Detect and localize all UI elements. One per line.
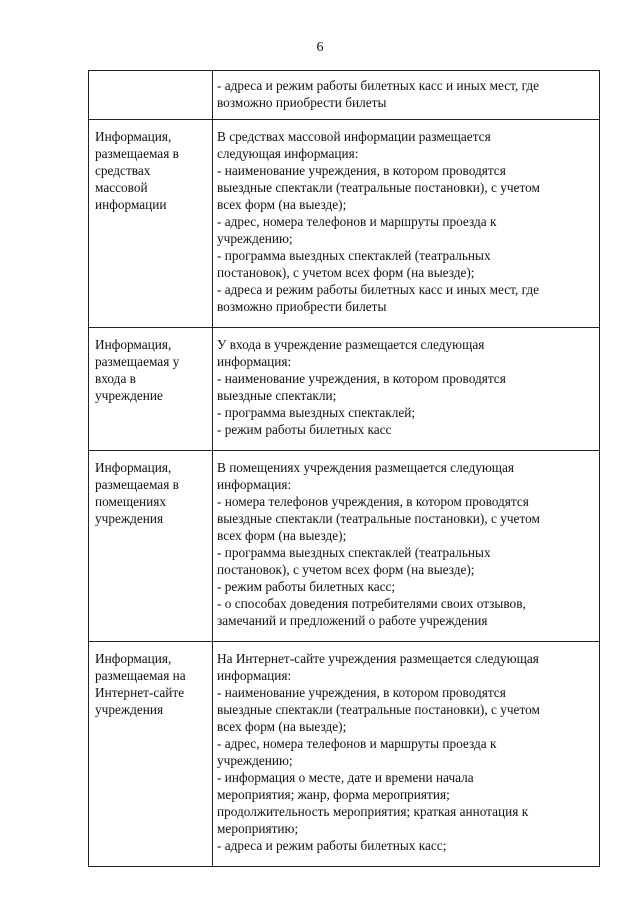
row-content-line: выездные спектакли; [217,388,337,403]
row-label-line: Интернет-сайте [95,685,185,700]
table-row [89,451,600,642]
row-content-line: - программа выездных спектаклей (театральных [217,248,491,263]
row-content-line: - адрес, номера телефонов и маршруты проезда к [217,214,497,229]
row-label-line: размещаемая на [95,668,186,683]
row-content-line: - адреса и режим работы билетных касс и иных мест, где [217,282,540,297]
row-content-line: постановок), с учетом всех форм (на выезде); [217,265,475,280]
row-label-line: массовой [95,180,148,195]
row-content-line: - наименование учреждения, в котором проводятся [217,685,506,700]
row-content-line: - адреса и режим работы билетных касс и иных мест, где [217,78,540,93]
row-content-cell [213,71,600,120]
row-content-line: мероприятия; жанр, форма мероприятия; [217,787,450,802]
row-content-line: На Интернет-сайте учреждения размещается следующая [217,651,539,666]
row-content-line: мероприятию; [217,821,299,836]
row-content-line: - режим работы билетных касс [217,422,392,437]
row-content-cell [213,120,600,328]
row-label-line: Информация, [95,460,172,475]
row-content-line: всех форм (на выезде); [217,197,347,212]
row-label-line: размещаемая в [95,146,179,161]
row-label-line: входа в [95,371,136,386]
row-content-line: - наименование учреждения, в котором проводятся [217,371,506,386]
page-number: 6 [316,40,324,55]
row-label-line: Информация, [95,337,172,352]
table-row [89,328,600,451]
row-content-line: выездные спектакли (театральные постановки), с учетом [217,511,540,526]
row-content-line: информация: [217,668,292,683]
row-content-line: - программа выездных спектаклей (театральных [217,545,491,560]
row-content-line: выездные спектакли (театральные постановки), с учетом [217,180,540,195]
row-content-line: учреждению; [217,753,293,768]
row-content-line: возможно приобрести билеты [217,95,387,110]
row-label-line: помещениях [95,494,166,509]
row-content-line: У входа в учреждение размещается следующая [217,337,485,352]
row-content-line: продолжительность мероприятия; краткая аннотация к [217,804,529,819]
row-content-line: постановок), с учетом всех форм (на выезде); [217,562,475,577]
row-label-line: размещаемая у [95,354,180,369]
table-row [89,71,600,120]
row-label-cell [89,642,213,867]
row-label-line: средствах [95,163,151,178]
row-label-line: информации [95,197,167,212]
row-content-line: - о способах доведения потребителями своих отзывов, [217,596,526,611]
row-content-line: информация: [217,354,292,369]
row-label-line: размещаемая в [95,477,179,492]
row-label-line: Информация, [95,129,172,144]
row-content-cell [213,451,600,642]
row-content-line: - адрес, номера телефонов и маршруты проезда к [217,736,497,751]
row-content-line: - режим работы билетных касс; [217,579,396,594]
row-content-line: В помещениях учреждения размещается следующая [217,460,515,475]
row-content-line: замечаний и предложений о работе учреждения [217,613,488,628]
row-label-cell [89,451,213,642]
row-content-line: всех форм (на выезде); [217,528,347,543]
information-table [88,70,600,867]
row-content-line: - наименование учреждения, в котором проводятся [217,163,506,178]
row-content-line: следующая информация: [217,146,359,161]
row-label-line: учреждение [95,388,163,403]
row-label-cell [89,71,213,120]
row-content-line: - программа выездных спектаклей; [217,405,416,420]
row-content-cell [213,642,600,867]
table-row [89,120,600,328]
row-content-line: возможно приобрести билеты [217,299,387,314]
row-content-line: В средствах массовой информации размещается [217,129,491,144]
row-content-line: всех форм (на выезде); [217,719,347,734]
row-label-line: учреждения [95,511,164,526]
row-content-line: - номера телефонов учреждения, в котором проводятся [217,494,529,509]
table-row [89,642,600,867]
row-content-line: учреждению; [217,231,293,246]
row-label-line: учреждения [95,702,164,717]
row-content-cell [213,328,600,451]
row-content-line: выездные спектакли (театральные постановки), с учетом [217,702,540,717]
row-content-line: информация: [217,477,292,492]
row-label-cell [89,120,213,328]
row-label-line: Информация, [95,651,172,666]
row-content-line: - адреса и режим работы билетных касс; [217,838,447,853]
row-content-line: - информация о месте, дате и времени начала [217,770,474,785]
row-label-cell [89,328,213,451]
